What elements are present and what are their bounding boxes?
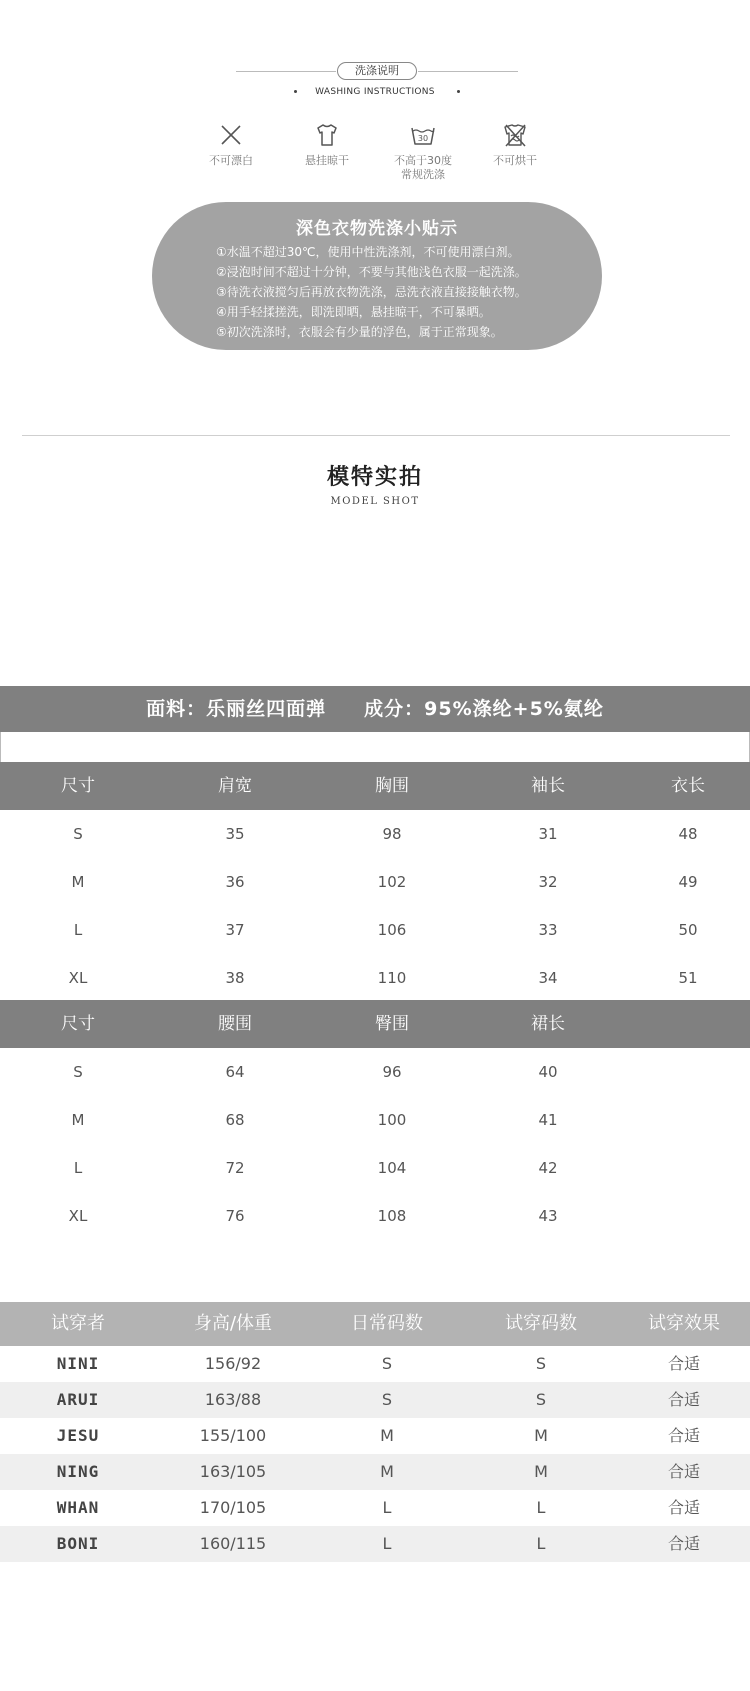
table-cell: 36 (225, 873, 245, 891)
table-cell: 32 (538, 873, 558, 891)
decorative-dot (457, 90, 460, 93)
tip-item: ③待洗衣液搅匀后再放衣物洗涤，忌洗衣液直接接触衣物。 (216, 285, 527, 299)
table-cell: 76 (225, 1207, 245, 1225)
table-row (0, 1346, 750, 1382)
table-cell: 合适 (667, 1426, 700, 1445)
table-row (0, 906, 750, 954)
care-item-no-bleach (183, 122, 279, 168)
table-cell: L (382, 1498, 392, 1517)
table-cell: L (382, 1534, 392, 1553)
column-header: 试穿效果 (648, 1313, 720, 1334)
table-cell: S (73, 1063, 83, 1081)
table-cell: 合适 (667, 1354, 700, 1373)
table-row (0, 954, 750, 1002)
table-cell: S (73, 825, 83, 843)
table-cell: S (535, 1390, 547, 1409)
washing-subtitle: WASHING INSTRUCTIONS (315, 87, 435, 97)
table-cell: L (73, 1159, 83, 1177)
table-row (0, 1454, 750, 1490)
column-header: 肩宽 (218, 776, 252, 796)
column-header: 腰围 (218, 1014, 252, 1034)
table-row (0, 1192, 750, 1240)
table-cell: L (73, 921, 83, 939)
table-cell: 40 (538, 1063, 558, 1081)
tester-name: JESU (56, 1426, 100, 1445)
table-row (0, 1144, 750, 1192)
bottom-size-header-row (0, 1000, 750, 1048)
table-cell: 163/88 (204, 1390, 262, 1409)
washing-title: 洗涤说明 (337, 62, 417, 80)
washing-header (0, 62, 750, 102)
table-cell: 156/92 (204, 1354, 262, 1373)
table-cell: 合适 (667, 1498, 700, 1517)
table-cell: 48 (678, 825, 698, 843)
care-label: 不可漂白 (209, 154, 253, 167)
table-cell: 31 (538, 825, 558, 843)
tips-title: 深色衣物洗涤小贴示 (296, 219, 458, 239)
column-header: 尺寸 (61, 1014, 95, 1034)
table-cell: 155/100 (199, 1426, 267, 1445)
section-divider (22, 435, 730, 436)
table-cell: XL (68, 1207, 88, 1225)
table-gap (0, 732, 750, 762)
table-row (0, 810, 750, 858)
table-cell: M (71, 1111, 85, 1129)
table-cell: M (71, 873, 85, 891)
care-item-hang-dry (279, 122, 375, 168)
care-label: 不高于30度 (394, 154, 452, 167)
table-cell: 108 (377, 1207, 407, 1225)
table-cell: M (380, 1462, 394, 1481)
table-cell: 34 (538, 969, 558, 987)
care-label-secondary: 常规洗涤 (401, 168, 445, 181)
care-label: 悬挂晾干 (305, 154, 349, 167)
divider-line (236, 71, 336, 72)
wash-temperature: 30 (417, 134, 429, 143)
table-row (0, 1048, 750, 1096)
table-cell: 64 (225, 1063, 245, 1081)
fabric-material: 面料：乐丽丝四面弹 (146, 698, 327, 720)
table-cell: M (380, 1426, 394, 1445)
tip-item: ⑤初次洗涤时，衣服会有少量的浮色，属于正常现象。 (216, 325, 503, 339)
column-header: 胸围 (375, 776, 409, 796)
column-header: 试穿者 (51, 1313, 105, 1334)
table-cell: 49 (678, 873, 698, 891)
table-cell: 合适 (667, 1462, 700, 1481)
table-cell: 160/115 (199, 1534, 267, 1553)
table-cell: 96 (382, 1063, 402, 1081)
column-header: 试穿码数 (505, 1313, 577, 1334)
tip-item: ④用手轻揉搓洗，即洗即晒，悬挂晾干，不可暴晒。 (216, 305, 491, 319)
no-bleach-icon (218, 122, 244, 148)
table-cell: 合适 (667, 1390, 700, 1409)
table-cell: M (534, 1462, 548, 1481)
tip-item: ①水温不超过30℃，使用中性洗涤剂，不可使用漂白剂。 (216, 245, 520, 259)
column-header: 尺寸 (61, 776, 95, 796)
table-row (0, 1382, 750, 1418)
table-row (0, 1418, 750, 1454)
table-cell: 33 (538, 921, 558, 939)
tester-name: NINI (56, 1354, 100, 1373)
table-cell: 68 (225, 1111, 245, 1129)
divider-line (418, 71, 518, 72)
table-cell: 51 (678, 969, 698, 987)
table-cell: S (535, 1354, 547, 1373)
table-cell: 38 (225, 969, 245, 987)
column-header: 衣长 (671, 776, 705, 796)
table-row (0, 858, 750, 906)
table-cell: 41 (538, 1111, 558, 1129)
table-cell: 43 (538, 1207, 558, 1225)
table-cell: 102 (377, 873, 407, 891)
fabric-banner (0, 686, 750, 732)
fabric-composition: 成分：95%涤纶+5%氨纶 (364, 698, 604, 720)
try-on-header-row (0, 1302, 750, 1346)
table-row (0, 1526, 750, 1562)
table-cell: M (534, 1426, 548, 1445)
table-cell: 163/105 (199, 1462, 267, 1481)
table-cell: S (381, 1354, 393, 1373)
tester-name: NING (56, 1462, 100, 1481)
model-shot-subtitle: MODEL SHOT (330, 496, 420, 507)
table-cell: 100 (377, 1111, 407, 1129)
no-tumble-dry-icon (502, 122, 528, 148)
table-cell: 42 (538, 1159, 558, 1177)
tester-name: WHAN (56, 1498, 100, 1517)
table-cell: 合适 (667, 1534, 700, 1553)
table-cell: XL (68, 969, 88, 987)
care-item-wash-30 (375, 122, 471, 182)
top-size-header-row (0, 762, 750, 810)
hang-dry-icon (314, 122, 340, 148)
table-cell: S (381, 1390, 393, 1409)
column-header: 身高/体重 (193, 1313, 273, 1334)
table-cell: 104 (377, 1159, 407, 1177)
table-cell: L (536, 1498, 546, 1517)
care-item-no-tumble-dry (467, 122, 563, 168)
care-label: 不可烘干 (493, 154, 537, 167)
table-cell: 72 (225, 1159, 245, 1177)
column-header: 裙长 (531, 1014, 565, 1034)
tester-name: ARUI (56, 1390, 100, 1409)
table-cell: L (536, 1534, 546, 1553)
table-cell: 106 (377, 921, 407, 939)
table-cell: 98 (382, 825, 402, 843)
column-header: 袖长 (531, 776, 565, 796)
column-header: 臀围 (375, 1014, 409, 1034)
table-row (0, 1096, 750, 1144)
column-header-empty (626, 1000, 750, 1048)
table-cell: 35 (225, 825, 245, 843)
column-header: 日常码数 (351, 1313, 423, 1334)
table-cell: 37 (225, 921, 245, 939)
model-shot-title: 模特实拍 (326, 465, 423, 490)
table-row (0, 1490, 750, 1526)
care-label-group (375, 154, 471, 182)
tip-item: ②浸泡时间不超过十分钟，不要与其他浅色衣服一起洗涤。 (216, 265, 527, 279)
washing-tips-panel (152, 202, 602, 350)
tester-name: BONI (56, 1534, 100, 1553)
table-cell: 50 (678, 921, 698, 939)
wash-30-icon (410, 122, 436, 148)
table-cell: 110 (377, 969, 407, 987)
table-cell: 170/105 (199, 1498, 267, 1517)
